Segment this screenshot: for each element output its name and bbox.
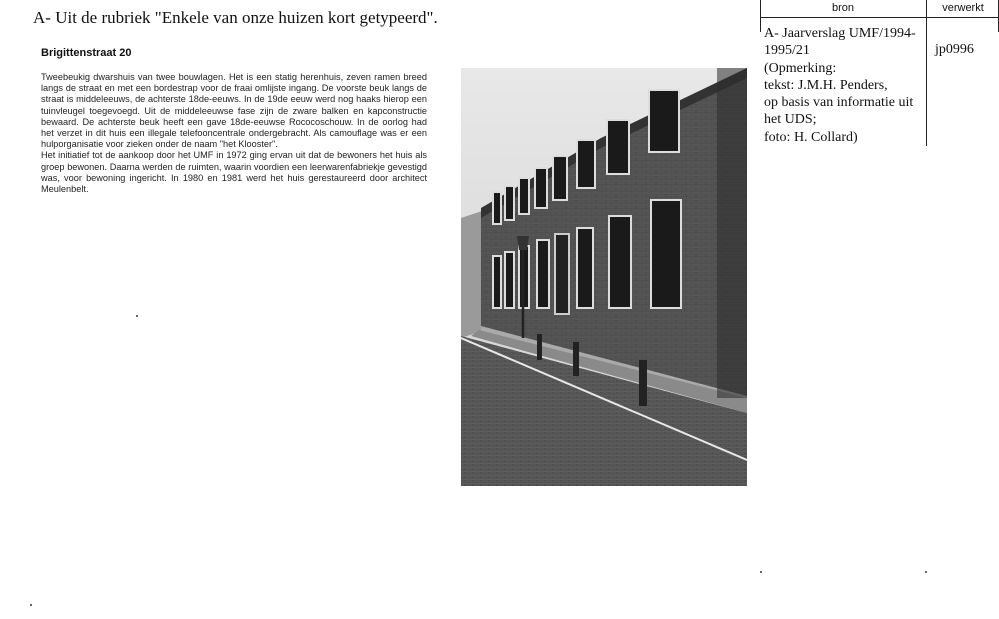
scan-speck [30,604,32,606]
bron-line: (Opmerking: [764,60,837,76]
document-heading: A- Uit de rubriek "Enkele van onze huizen kort getypeerd". [33,8,438,27]
article-title: Brigittenstraat 20 [41,47,132,59]
verwerkt-cell: jp0996 [935,42,974,57]
bron-line: 1995/21 [764,43,810,59]
photo-street-houses-icon [461,68,747,486]
scan-speck [136,315,138,317]
bron-column-header: bron [831,2,855,14]
bron-line: op basis van informatie uit [764,95,914,111]
verwerkt-column-header: verwerkt [942,2,984,14]
table-header-rule [760,17,999,18]
street-photo [461,68,747,486]
bron-line: foto: H. Collard) [764,129,858,145]
bron-cell [764,25,928,146]
article-paragraph-2: Het initiatief tot de aankoop door het UMF in 1972 ging ervan uit dat de bewoners het huis als groep bewonen. Daarna werden de ruimten, waarin voordien een leerwarenfabriekje gevestigd was, voor bewoning ingericht. In 1980 en 1981 werd het huis gerestaureerd door architect Meulenbelt. [41,150,427,195]
bron-line: tekst: J.M.H. Penders, [764,77,888,93]
scan-speck [760,571,762,573]
article-body [41,72,427,195]
bron-line: het UDS; [764,112,817,128]
article-paragraph-1: Tweebeukig dwarshuis van twee bouwlagen. Het is een statig herenhuis, zeven ramen breed langs de straat en met een bordestrap voor de fraai omlijste ingang. De voorste beuk langs de straat is middeleeuws, de achterste 18de-eeuws. In de 19de eeuw werd nog haaks hierop een tuinvleugel toegevoegd. Uit de middeleeuwse fase zijn de zware balken en kapconstructie bewaard. De achterste beuk heeft een gave 18de-eeuwse Rococoschouw. In de oorlog had het verzet in dit huis een illegale telefooncentrale ondergebracht. Als camouflage was er een hulporganisatie voor zieken onder de naam "het Klooster". [41,72,427,150]
scan-speck [925,571,927,573]
bron-line: A- Jaarverslag UMF/1994- [764,26,916,41]
